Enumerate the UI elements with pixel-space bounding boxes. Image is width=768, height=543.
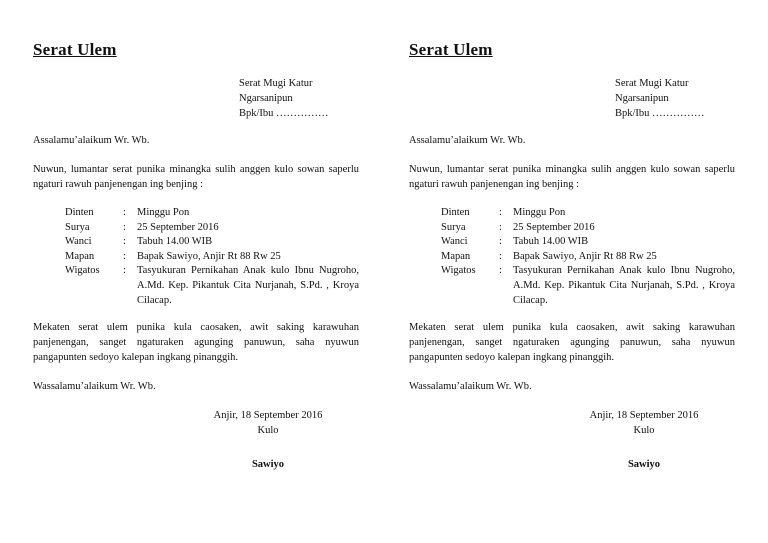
detail-row (441, 221, 735, 236)
detail-key: Wanci (441, 236, 468, 248)
detail-row (65, 206, 359, 221)
sender-label: Kulo (633, 425, 655, 436)
greeting: Assalamu’alaikum Wr. Wb. (33, 135, 150, 146)
detail-value: Minggu Pon (513, 207, 566, 218)
invitation-letter-left (33, 0, 363, 543)
detail-key: Dinten (65, 207, 94, 218)
detail-row (65, 250, 359, 265)
event-details (65, 206, 359, 308)
letter-title: Serat Ulem (33, 40, 117, 59)
detail-separator: : (499, 236, 502, 248)
detail-separator: : (499, 265, 502, 277)
detail-value: 25 September 2016 (137, 221, 219, 233)
detail-key: Wanci (65, 236, 92, 248)
detail-separator: : (123, 265, 126, 277)
greeting: Assalamu’alaikum Wr. Wb. (409, 135, 526, 146)
detail-value: Tabuh 14.00 WIB (137, 236, 213, 248)
detail-separator: : (123, 236, 126, 248)
closing-paragraph: Mekaten serat ulem punika kula caosaken, awit saking karawuhan panjenengan, sanget ngaturaken agunging panuwun, saha nyuwun pangapunten sedoyo kalepan ingkang pinanggih. (409, 322, 735, 363)
recipient-line: Bpk/Ibu …………… (239, 108, 329, 119)
detail-row (65, 235, 359, 250)
detail-row (441, 235, 735, 250)
sender-label: Kulo (257, 425, 279, 436)
signatory-name: Sawiyo (627, 459, 661, 470)
recipient-line: Bpk/Ibu …………… (615, 108, 705, 119)
detail-value: Bapak Sawiyo, Anjir Rt 88 Rw 25 (513, 250, 657, 262)
farewell: Wassalamu’alaikum Wr. Wb. (33, 381, 156, 392)
detail-value: Tabuh 14.00 WIB (513, 236, 589, 248)
detail-separator: : (123, 207, 126, 218)
detail-row (441, 264, 735, 308)
detail-separator: : (499, 221, 502, 233)
detail-row (441, 250, 735, 265)
recipient-block (239, 76, 329, 121)
letter-title: Serat Ulem (409, 40, 493, 59)
intro-paragraph: Nuwun, lumantar serat punika minangka sulih anggen kulo sowan saperlu ngaturi rawuh panjenengan ing benjing : (33, 164, 359, 190)
detail-key: Surya (65, 221, 90, 233)
recipient-line: Serat Mugi Katur (615, 78, 689, 89)
place-date: Anjir, 18 September 2016 (213, 410, 323, 421)
signatory-name: Sawiyo (251, 459, 285, 470)
detail-value: 25 September 2016 (513, 221, 595, 233)
signature-block (579, 408, 709, 438)
detail-key: Wigatos (441, 265, 476, 277)
event-details (441, 206, 735, 308)
detail-key: Mapan (441, 250, 471, 262)
signature-block (203, 408, 333, 438)
intro-paragraph: Nuwun, lumantar serat punika minangka sulih anggen kulo sowan saperlu ngaturi rawuh panjenengan ing benjing : (409, 164, 735, 190)
recipient-line: Serat Mugi Katur (239, 78, 313, 89)
detail-separator: : (123, 250, 126, 262)
detail-key: Surya (441, 221, 466, 233)
detail-row (65, 264, 359, 308)
detail-value: Minggu Pon (137, 207, 190, 218)
detail-value: Tasyukuran Pernikahan Anak kulo Ibnu Nugroho, A.Md. Kep. Pikantuk Cita Nurjanah, S.Pd. , Kroya Cilacap. (137, 265, 359, 306)
place-date: Anjir, 18 September 2016 (589, 410, 699, 421)
detail-separator: : (123, 221, 126, 233)
recipient-line: Ngarsanipun (615, 93, 669, 104)
detail-key: Dinten (441, 207, 470, 218)
detail-row (65, 221, 359, 236)
recipient-line: Ngarsanipun (239, 93, 293, 104)
detail-row (441, 206, 735, 221)
recipient-block (615, 76, 705, 121)
detail-value: Bapak Sawiyo, Anjir Rt 88 Rw 25 (137, 250, 281, 262)
detail-key: Wigatos (65, 265, 100, 277)
farewell: Wassalamu’alaikum Wr. Wb. (409, 381, 532, 392)
detail-key: Mapan (65, 250, 95, 262)
detail-value: Tasyukuran Pernikahan Anak kulo Ibnu Nugroho, A.Md. Kep. Pikantuk Cita Nurjanah, S.Pd. , Kroya Cilacap. (513, 265, 735, 306)
invitation-letter-right (409, 0, 739, 543)
closing-paragraph: Mekaten serat ulem punika kula caosaken, awit saking karawuhan panjenengan, sanget ngaturaken agunging panuwun, saha nyuwun pangapunten sedoyo kalepan ingkang pinanggih. (33, 322, 359, 363)
detail-separator: : (499, 250, 502, 262)
detail-separator: : (499, 207, 502, 218)
